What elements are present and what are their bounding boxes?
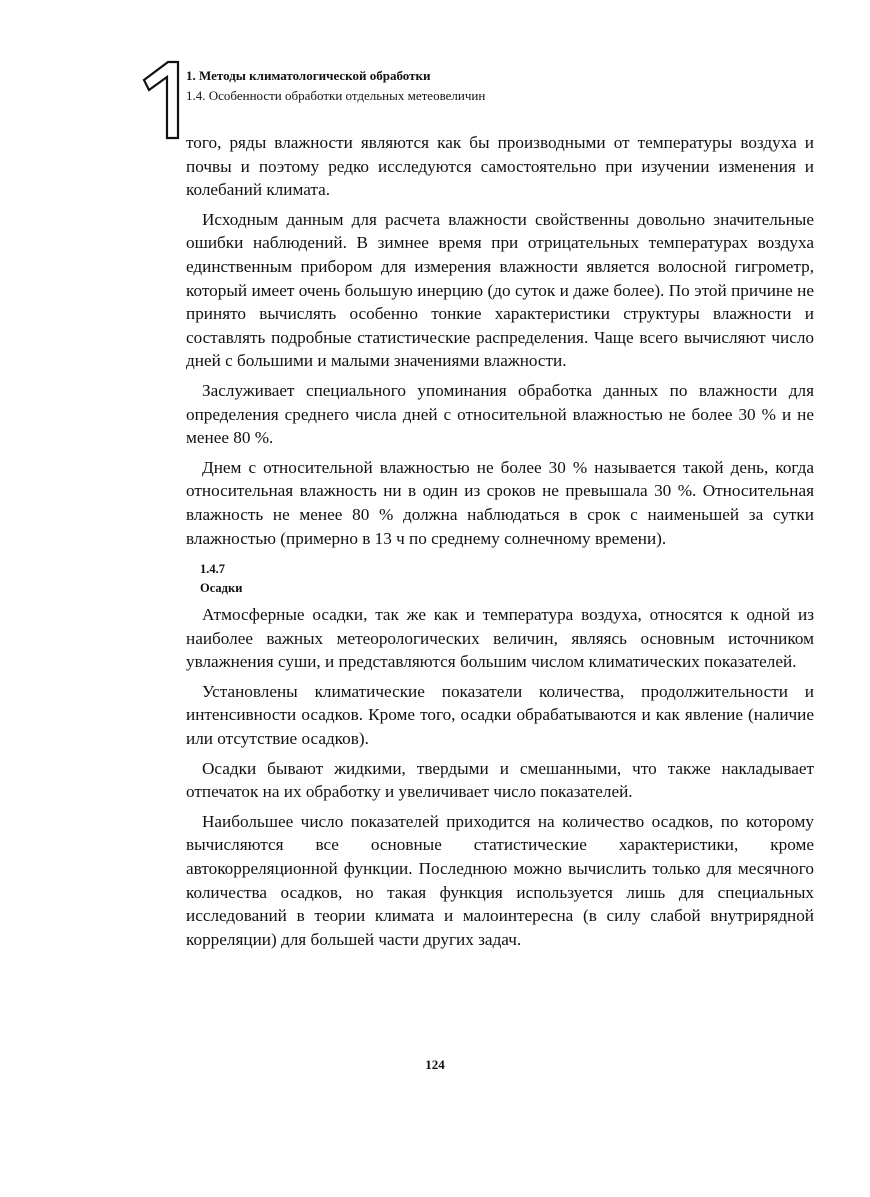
paragraph: того, ряды влажности являются как бы производными от температуры воздуха и почвы и поэтому редко исследуются самостоятельно при изучении изменения и колебаний климата. [186,133,814,200]
body-text [186,131,814,957]
paragraph: Установлены климатические показатели количества, продолжительности и интенсивности осадков. Кроме того, осадки обрабатываются и как явление (наличие или отсутствие осадков). [186,681,814,749]
chapter-title: 1. Методы климатологической обработки [186,68,431,83]
section-heading: Осадки [200,581,243,596]
page-number: 124 [425,1057,445,1072]
paragraph: Исходным данным для расчета влажности свойственны довольно значительные ошибки наблюдений. В зимнее время при отрицательных температурах воздуха единственным прибором для измерения влажности является волосной гигрометр, который имеет очень большую инерцию (до суток и даже более). По этой причине не принято вычислять особенно тонкие характеристики структуры влажности и составлять подробные статистические распределения. Чаще всего вычисляют число дней с большими и малыми значениями влажности. [186,209,814,371]
paragraph: Атмосферные осадки, так же как и температура воздуха, относятся к одной из наиболее важных метеорологических величин, являясь основным источником увлажнения суши, и представляются большим числом климатических показателей. [186,605,814,672]
running-header [186,66,485,106]
paragraph: Заслуживает специального упоминания обработка данных по влажности для определения среднего числа дней с относительной влажностью не более 30 % и не менее 80 %. [186,380,814,448]
chapter-number [138,60,182,140]
paragraph: Наибольшее число показателей приходится на количество осадков, по которому вычисляются все основные статистические характеристики, кроме автокорреляционной функции. Последнюю можно вычислить только для месячного количества осадков, но такая функция используется лишь для специальных исследований в теории климата и малоинтересна (в силу слабой внутрирядной корреляции) для большей части других задач. [186,811,814,949]
paragraph: Днем с относительной влажностью не более 30 % называется такой день, когда относительная влажность ни в один из сроков не превышала 30 %. Относительная влажность не менее 80 % должна наблюдаться в срок с наименьшей за сутки влажностью (примерно в 13 ч по среднему солнечному времени). [186,457,814,548]
section-title-header: 1.4. Особенности обработки отдельных метеовеличин [186,88,486,103]
section-number: 1.4.7 [200,562,225,577]
paragraph: Осадки бывают жидкими, твердыми и смешанными, что также накладывает отпечаток на их обработку и увеличивает число показателей. [186,758,814,802]
chapter-number-outline [138,60,182,140]
